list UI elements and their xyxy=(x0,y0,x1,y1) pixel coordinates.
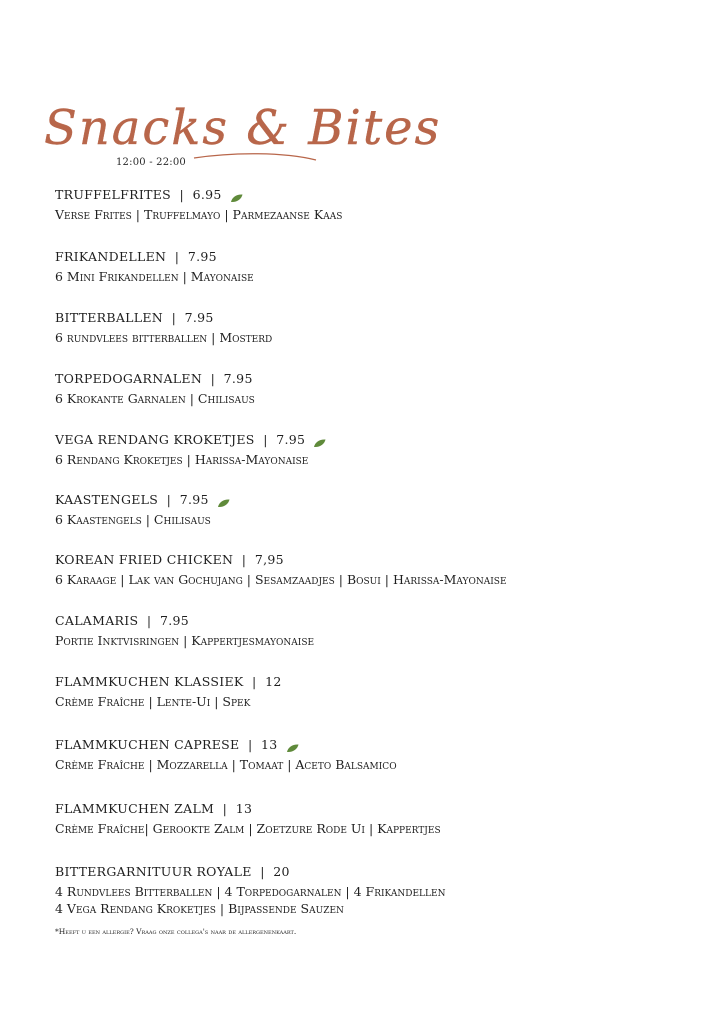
menu-item-name xyxy=(55,249,254,265)
menu-item-name xyxy=(55,613,314,629)
vegetarian-leaf-icon xyxy=(286,741,299,750)
menu-item-name xyxy=(55,674,282,690)
menu-title xyxy=(44,86,442,176)
opening-hours: 12:00 - 22:00 xyxy=(116,157,186,168)
menu-item-description: 4 Rundvlees Bitterballen | 4 Torpedogarnalen | 4 Frikandellen xyxy=(55,884,446,899)
menu-title-text: Snacks & Bites xyxy=(44,100,442,156)
menu-item xyxy=(55,801,441,837)
menu-item-name-text: FLAMMKUCHEN ZALM | 13 xyxy=(55,801,253,816)
menu-item-name-text: FRIKANDELLEN | 7.95 xyxy=(55,249,217,264)
menu-item-name-text: FLAMMKUCHEN CAPRESE | 13 xyxy=(55,737,278,752)
menu-item xyxy=(55,492,230,528)
menu-item xyxy=(55,864,445,917)
menu-item-name-text: BITTERBALLEN | 7.95 xyxy=(55,310,214,325)
menu-item-description: 6 Mini Frikandellen | Mayonaise xyxy=(55,269,254,284)
menu-item-description: 6 Rendang Kroketjes | Harissa-Mayonaise xyxy=(55,452,309,467)
menu-item-description: Portie Inktvisringen | Kappertjesmayonaise xyxy=(55,633,315,648)
menu-item-name-text: KAASTENGELS | 7.95 xyxy=(55,492,209,507)
allergy-footnote: *Heeft u een allergie? Vraag onze collega's naar de allergenenkaart. xyxy=(55,927,297,936)
menu-item-name xyxy=(55,737,397,753)
menu-item-name xyxy=(55,187,342,203)
menu-item-name xyxy=(55,432,326,448)
menu-item-name xyxy=(55,371,255,387)
menu-item-name-text: KOREAN FRIED CHICKEN | 7,95 xyxy=(55,552,284,567)
menu-item xyxy=(55,737,397,773)
menu-item-name xyxy=(55,801,441,817)
menu-item xyxy=(55,187,342,223)
menu-item-description: 4 Vega Rendang Kroketjes | Bijpassende Sauzen xyxy=(55,901,344,916)
menu-item-name xyxy=(55,552,507,568)
menu-item-description: 6 rundvlees bitterballen | Mosterd xyxy=(55,330,273,345)
menu-item xyxy=(55,432,326,468)
menu-item-description: Verse Frites | Truffelmayo | Parmezaanse Kaas xyxy=(55,207,343,222)
menu-item xyxy=(55,371,255,407)
menu-item-description: 6 Karaage | Lak van Gochujang | Sesamzaadjes | Bosui | Harissa-Mayonaise xyxy=(55,572,507,587)
menu-item-name xyxy=(55,492,230,508)
menu-item xyxy=(55,613,314,649)
menu-item-name-text: TRUFFELFRITES | 6.95 xyxy=(55,187,222,202)
menu-item-name-text: TORPEDOGARNALEN | 7.95 xyxy=(55,371,253,386)
menu-item xyxy=(55,674,282,710)
menu-item-name-text: VEGA RENDANG KROKETJES | 7.95 xyxy=(55,432,306,447)
menu-item-name xyxy=(55,310,272,326)
menu-item-description: 6 Kaastengels | Chilisaus xyxy=(55,512,211,527)
vegetarian-leaf-icon xyxy=(217,496,230,505)
menu-item xyxy=(55,249,254,285)
vegetarian-leaf-icon xyxy=(313,436,326,445)
menu-item-description: 6 Krokante Garnalen | Chilisaus xyxy=(55,391,255,406)
menu-item-name xyxy=(55,864,445,880)
menu-item-description: Crème Fraîche| Gerookte Zalm | Zoetzure Rode Ui | Kappertjes xyxy=(55,821,441,836)
vegetarian-leaf-icon xyxy=(230,191,243,200)
menu-item-name-text: FLAMMKUCHEN KLASSIEK | 12 xyxy=(55,674,282,689)
menu-item xyxy=(55,310,272,346)
menu-item-name-text: CALAMARIS | 7.95 xyxy=(55,613,189,628)
menu-item-description: Crème Fraîche | Mozzarella | Tomaat | Aceto Balsamico xyxy=(55,757,397,772)
menu-item xyxy=(55,552,507,588)
menu-item-description: Crème Fraîche | Lente-Ui | Spek xyxy=(55,694,251,709)
menu-item-name-text: BITTERGARNITUUR ROYALE | 20 xyxy=(55,864,290,879)
